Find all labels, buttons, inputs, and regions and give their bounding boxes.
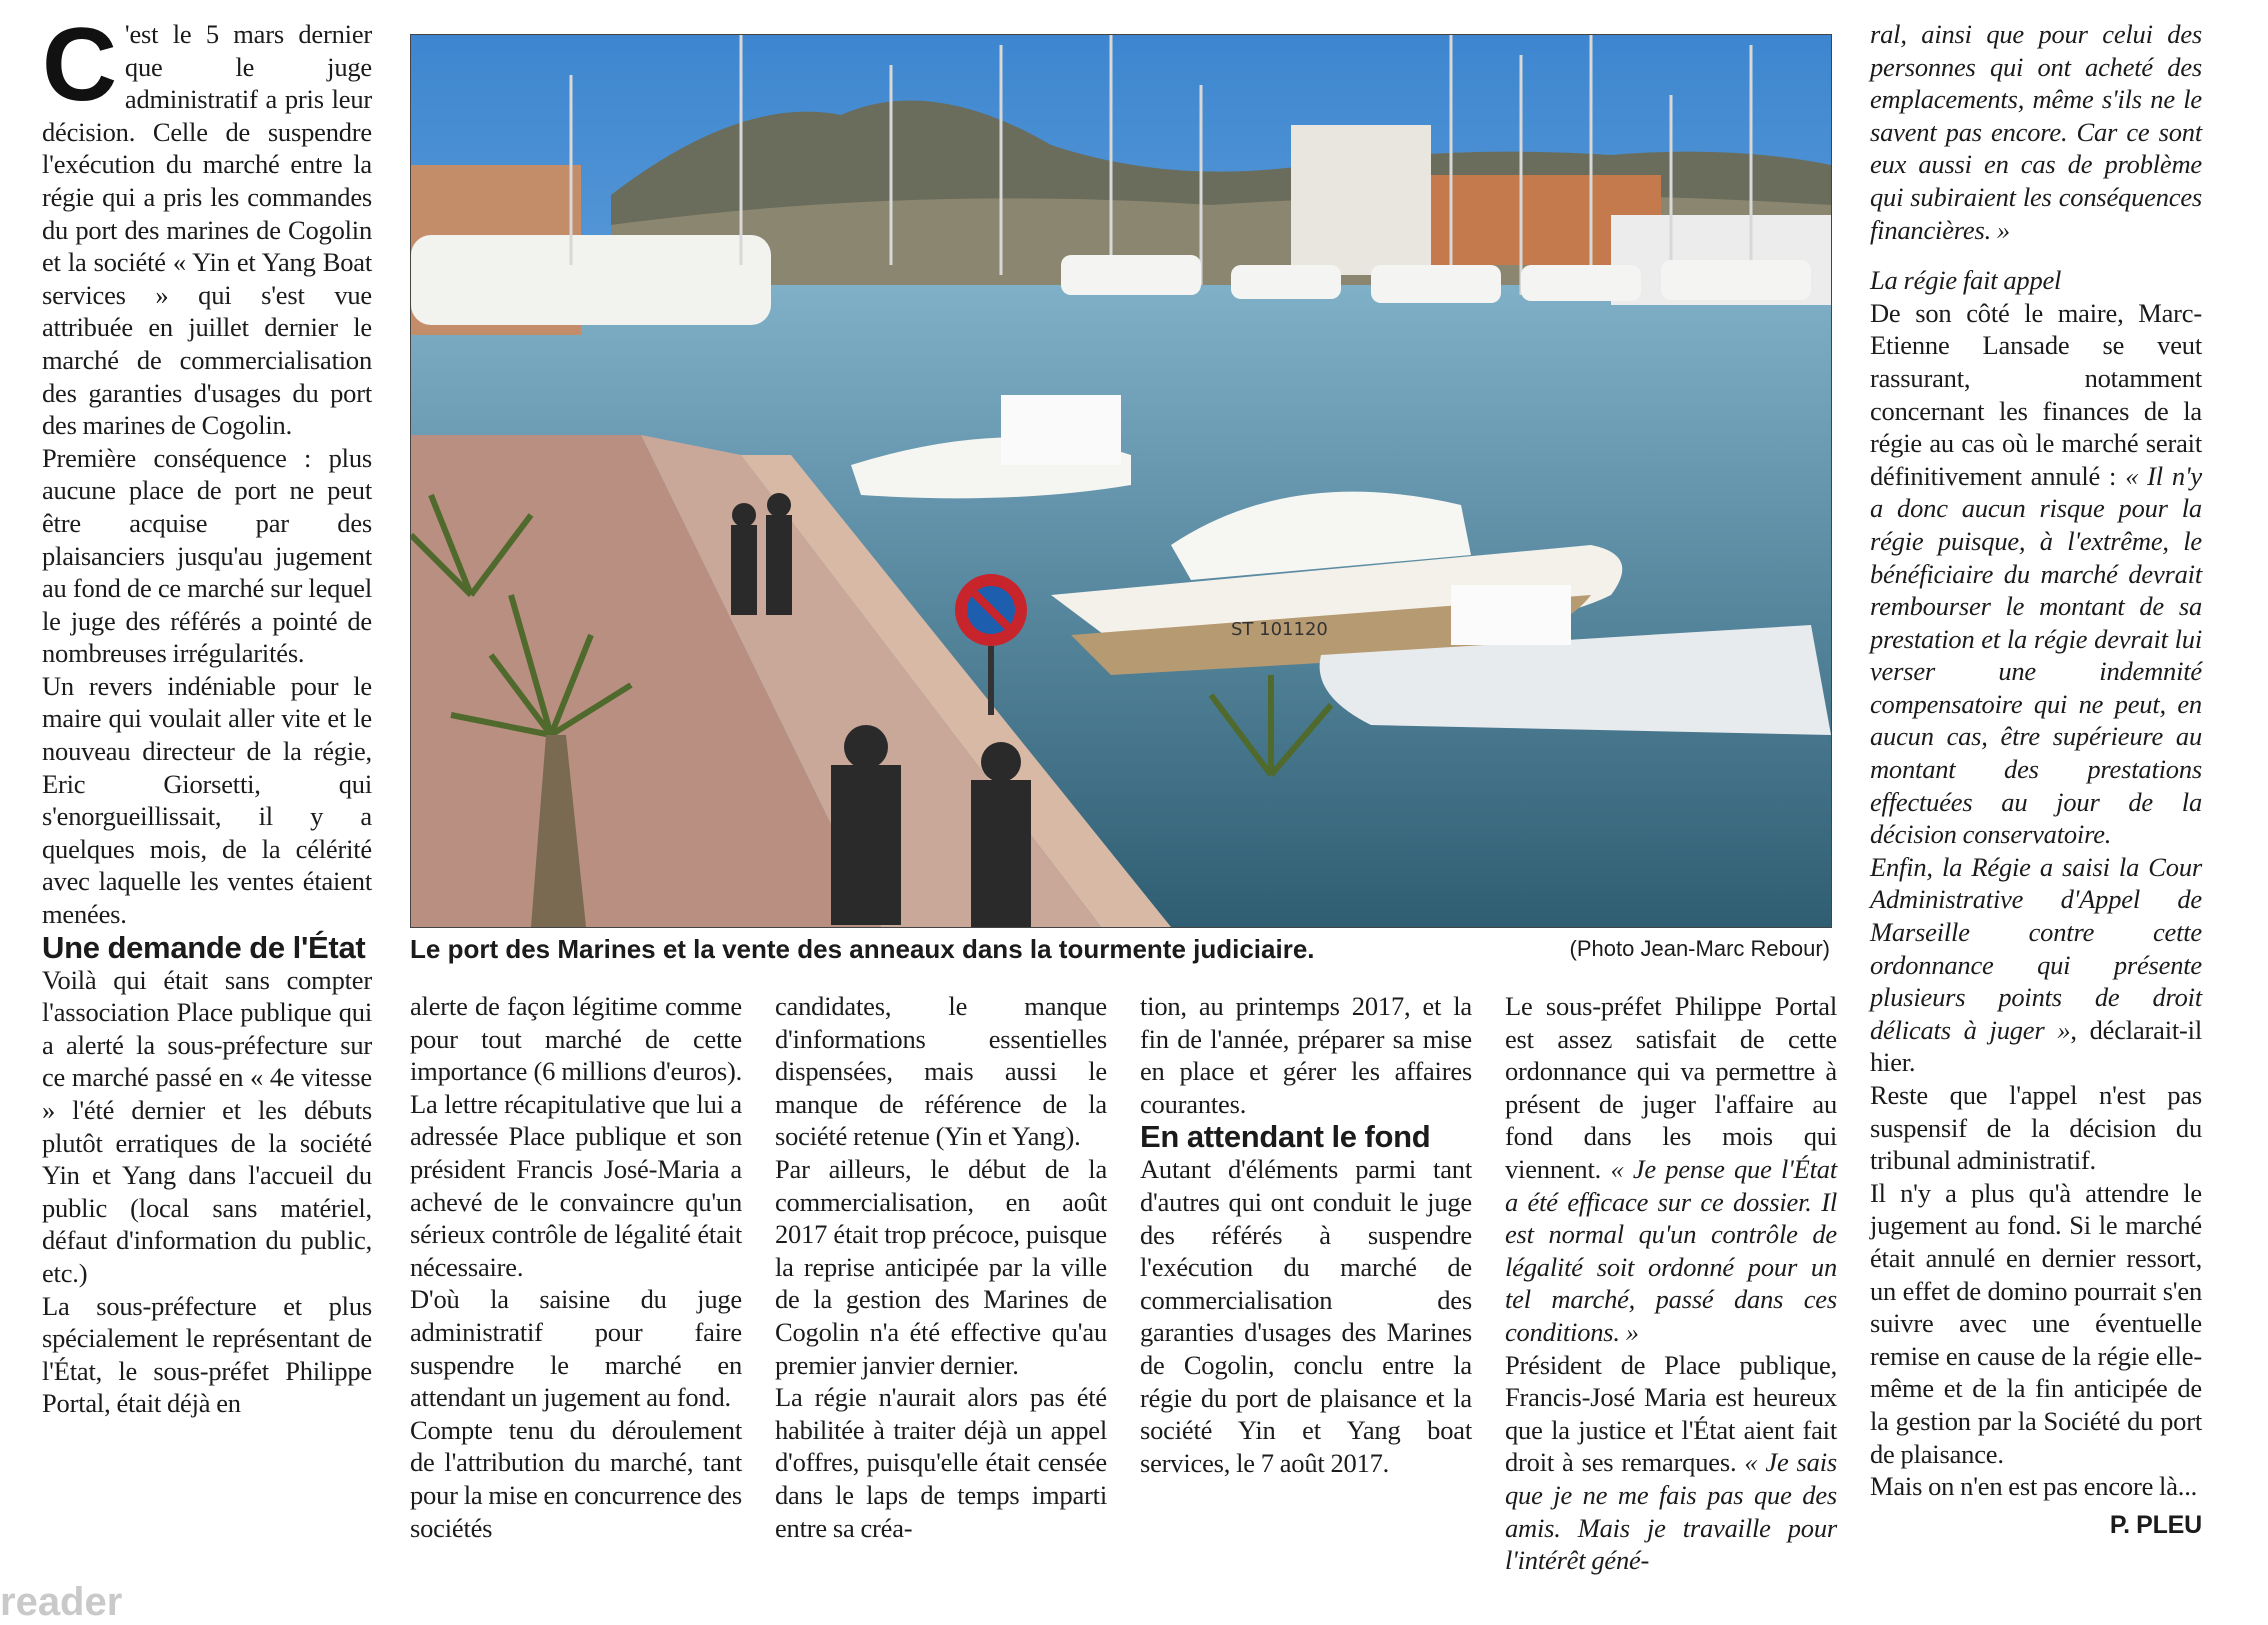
paragraph: Un revers indéniable pour le maire qui voulait aller vite et le nouveau directeur de la régie, Eric Giorsetti, qui s'enorgueillissait, il y a quelques mois, de la célérité avec laquelle les ventes étaient menées. [42, 670, 372, 930]
paragraph: D'où la saisine du juge administratif pour faire suspendre le marché en attendant un jugement au fond. [410, 1284, 742, 1413]
paragraph: Président de Place publique, Francis-José Maria est heureux que la justice et l'État aient fait droit à ses remarques. « Je sais que je ne me fais pas que des amis. Mais je travaille pour l'intérêt géné- [1505, 1349, 1837, 1576]
paragraph: candidates, le manque d'informations essentielles dispensées, mais aussi le manque de référence de la société retenue (Yin et Yang). [775, 991, 1107, 1152]
paragraph: tion, au printemps 2017, et la fin de l'année, préparer sa mise en place et gérer les affaires courantes. [1140, 991, 1472, 1119]
photo-caption: Le port des Marines et la vente des anneaux dans la tourmente judiciaire. [410, 934, 1315, 964]
paragraph: Première conséquence : plus aucune place de port ne peut être acquise par des plaisanciers jusqu'au jugement au fond de ce marché sur lequel le juge des référés a pointé de nombreuses irrégularités. [42, 442, 372, 669]
photo-caption-bar [410, 930, 1830, 970]
reader-watermark: reader [0, 1580, 123, 1624]
paragraph: La régie n'aurait alors pas été habilitée à traiter déjà un appel d'offres, puisqu'elle était censée dans le laps de temps imparti entre sa créa- [775, 1382, 1107, 1543]
paragraph: Il n'y a plus qu'à attendre le jugement au fond. Si le marché était annulé en dernier ressort, un effet de domino pourrait s'en suivre avec une éventuelle remise en cause de la régie elle-même et de la fin anticipée de la gestion par la Société du port de plaisance. [1870, 1177, 2202, 1469]
paragraph: Compte tenu du déroulement de l'attribution du marché, tant pour la mise en concurrence des sociétés [410, 1414, 742, 1543]
paragraph: Le sous-préfet Philippe Portal est assez satisfait de cette ordonnance qui va permettre à présent de juger l'affaire au fond dans les mois qui viennent. « Je pense que l'État a été efficace sur ce dossier. Il est normal qu'un contrôle de légalité soit ordonné pour un tel marché, passé dans ces conditions. » [1505, 991, 1837, 1347]
drop-cap: C [42, 7, 117, 123]
article-column-5 [1505, 990, 1837, 1577]
article-column-1 [42, 7, 372, 1420]
paragraph: ral, ainsi que pour celui des personnes qui ont acheté des emplacements, même s'ils ne le savent pas encore. Car ce sont eux aussi en cas de problème qui subiraient les conséquences financières. » [1870, 19, 2202, 245]
article-column-3 [775, 990, 1107, 1544]
photo-credit: (Photo Jean-Marc Rebour) [1569, 936, 1830, 961]
paragraph: alerte de façon légitime comme pour tout marché de cette importance (6 millions d'euros). La lettre récapitulative que lui a adressée Place publique et son président Francis José-Maria a achevé de le convaincre qu'un sérieux contrôle de légalité était nécessaire. [410, 991, 742, 1282]
headline-strip-cut [0, 0, 1830, 12]
harbor-illustration [411, 35, 1831, 927]
paragraph: Voilà qui était sans compter l'association Place publique qui a alerté la sous-préfecture sur ce marché passé en « 4e vitesse » l'été dernier et les débuts plutôt erratiques de la société Yin et Yang dans l'accueil du public (local sans matériel, défaut d'information du public, etc.) [42, 964, 372, 1288]
paragraph: Enfin, la Régie a saisi la Cour Administrative d'Appel de Marseille contre cette ordonnance qui présente plusieurs points de droit délicats à juger », déclarait-il hier. [1870, 851, 2202, 1078]
subheading-waiting-ruling: En attendant le fond [1140, 1119, 1431, 1155]
subheading-appeal: La régie fait appel [1870, 265, 2062, 296]
paragraph: Reste que l'appel n'est pas suspensif de la décision du tribunal administratif. [1870, 1080, 2202, 1176]
paragraph: La sous-préfecture et plus spécialement le représentant de l'État, le sous-préfet Philippe Portal, était déjà en [42, 1290, 372, 1419]
article-column-4 [1140, 990, 1472, 1479]
boat-registration: ST 101120 [1231, 619, 1328, 640]
article-column-2 [410, 990, 742, 1544]
paragraph: C 'est le 5 mars dernier que le juge administratif a pris leur décision. Celle de suspendre l'exécution du marché entre la régie qui a pris les commandes du port des marines de Cogolin et la société « Yin et Yang Boat services » qui s'est vue attribuée en juillet dernier le marché de commercialisation des garanties d'usages du port des marines de Cogolin. [42, 7, 372, 441]
article-column-6 [1870, 18, 2202, 1541]
author-signature: P. PLEU [2109, 1510, 2202, 1539]
paragraph: Par ailleurs, le début de la commercialisation, en août 2017 était trop précoce, puisque la reprise anticipée par la ville de la gestion des Marines de Cogolin n'a été effective qu'au premier janvier dernier. [775, 1153, 1107, 1380]
paragraph: Autant d'éléments parmi tant d'autres qui ont conduit le juge des référés à suspendre l'exécution du marché de commercialisation des garanties d'usages des Marines de Cogolin, conclu entre la régie du port de plaisance et la société Yin et Yang boat services, le 7 août 2017. [1140, 1154, 1472, 1478]
paragraph: De son côté le maire, Marc-Etienne Lansade se veut rassurant, notamment concernant les finances de la régie au cas où le marché serait définitivement annulé : « Il n'y a donc aucun risque pour la régie puisque, à l'extrême, le bénéficiaire du marché devrait rembourser le montant de sa prestation et la régie devrait lui verser une indemnité compensatoire qui ne peut, en aucun cas, être supérieure au montant des prestations effectuées au jour de la décision conservatoire. [1870, 297, 2202, 850]
subheading-state-request: Une demande de l'État [42, 929, 366, 965]
harbor-photo [410, 34, 1832, 928]
paragraph: Mais on n'en est pas encore là... [1870, 1471, 2198, 1502]
